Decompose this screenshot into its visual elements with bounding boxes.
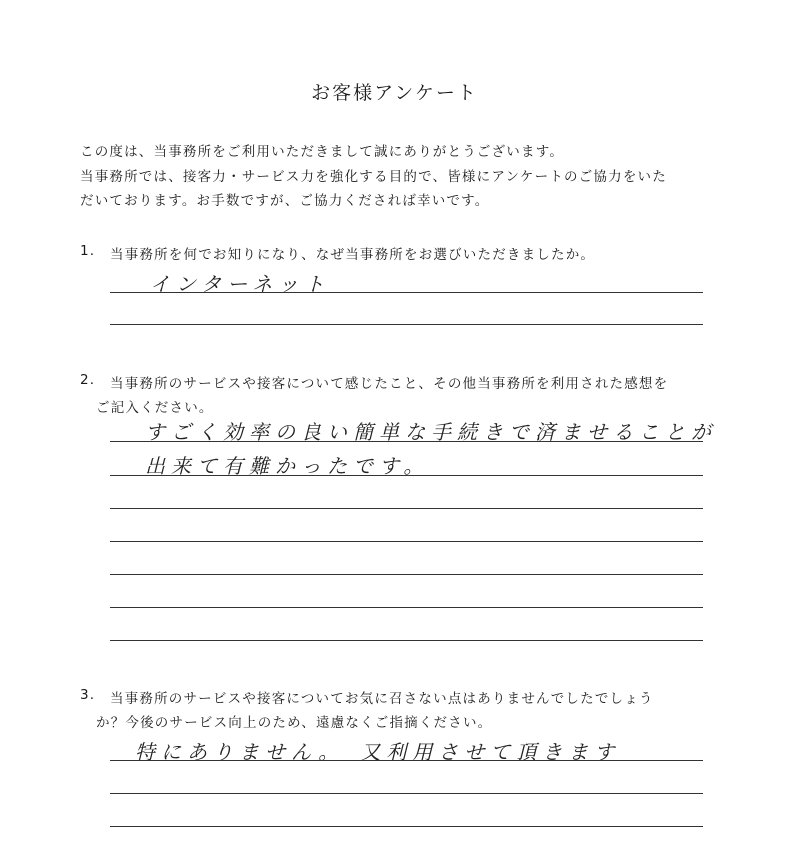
- question-2-answer-line-2: 出来て有難かったです。: [145, 454, 430, 478]
- answer-rule: [110, 760, 703, 761]
- answer-rule: [110, 607, 703, 608]
- answer-rule: [110, 292, 703, 293]
- question-2-number: 2.: [80, 372, 96, 388]
- answer-rule: [110, 324, 703, 325]
- question-2-answer-line-1: すごく効率の良い簡単な手続きで済ませることが: [145, 420, 717, 444]
- question-3-answer-line-1: 特にありません。 又利用させて頂きます: [135, 740, 621, 764]
- answer-rule: [110, 793, 703, 794]
- question-1-answer-line-1: インターネット: [150, 272, 331, 296]
- answer-rule: [110, 508, 703, 509]
- answer-rule: [110, 574, 703, 575]
- question-3-text-line-2: か？今後のサービス向上のため、遠慮なくご指摘ください。: [96, 715, 493, 731]
- answer-rule: [110, 541, 703, 542]
- question-2-text-line-1: 当事務所のサービスや接客について感じたこと、その他当事務所を利用された感想を: [110, 376, 669, 392]
- question-2-text-line-2: ご記入ください。: [96, 400, 214, 416]
- question-3-text-line-1: 当事務所のサービスや接客についてお気に召さない点はありませんでしたでしょう: [110, 691, 654, 707]
- answer-rule: [110, 475, 703, 476]
- question-1-number: 1.: [80, 243, 96, 259]
- intro-line-3: だいております。お手数ですが、ご協力くだされば幸いです。: [80, 193, 490, 209]
- intro-line-2: 当事務所では、接客力・サービス力を強化する目的で、皆様にアンケートのご協力をいた: [80, 169, 667, 185]
- answer-rule: [110, 441, 703, 442]
- form-title: お客様アンケート: [311, 82, 478, 104]
- answer-rule: [110, 640, 703, 641]
- intro-line-1: この度は、当事務所をご利用いただきまして誠にありがとうございます。: [80, 144, 565, 160]
- question-1-text: 当事務所を何でお知りになり、なぜ当事務所をお選びいただきましたか。: [110, 247, 596, 263]
- answer-rule: [110, 826, 703, 827]
- question-3-number: 3.: [80, 687, 96, 703]
